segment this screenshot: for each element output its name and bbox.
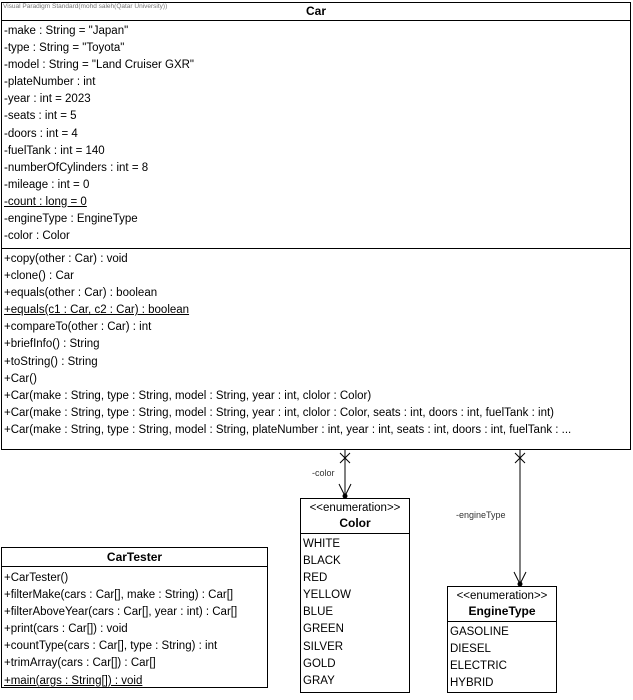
color-enum-literal: BLACK xyxy=(303,555,341,568)
color-enum-literal: YELLOW xyxy=(303,589,351,602)
car-attribute: -numberOfCylinders : int = 8 xyxy=(4,161,149,174)
car-attribute: -count : long = 0 xyxy=(4,195,87,208)
car-operation: +equals(other : Car) : boolean xyxy=(4,287,158,300)
enginetype-enum-name: EngineType xyxy=(468,604,536,618)
car-operation: +Car(make : String, type : String, model : String, year : int, clolor : Color) xyxy=(4,389,372,402)
car-operation: +toString() : String xyxy=(4,355,98,368)
car-attribute: -model : String = "Land Cruiser GXR" xyxy=(4,59,195,72)
enginetype-enum[interactable] xyxy=(447,586,557,693)
watermark: Visual Paradigm Standard(mohd saleh(Qatar University)) xyxy=(3,3,168,10)
engine-association-label: -engineType xyxy=(456,510,506,520)
cartester-operations-compartment xyxy=(2,567,267,690)
color-enum-literal: GREEN xyxy=(303,623,344,636)
color-enum-stereotype: <<enumeration>> xyxy=(309,502,401,514)
car-attribute: -seats : int = 5 xyxy=(4,110,77,123)
color-enum-literal: GOLD xyxy=(303,657,336,670)
car-attribute: -engineType : EngineType xyxy=(4,213,138,226)
enginetype-enum-literals xyxy=(448,622,556,692)
car-operation: +briefInfo() : String xyxy=(4,338,100,351)
enginetype-enum-stereotype: <<enumeration>> xyxy=(456,590,548,602)
enginetype-enum-literal: DIESEL xyxy=(450,643,491,656)
color-enum[interactable] xyxy=(300,498,410,693)
car-operation: +Car() xyxy=(4,372,37,385)
cartester-operation: +filterAboveYear(cars : Car[], year : int) : Car[] xyxy=(4,606,238,619)
color-enum-literal: BLUE xyxy=(303,606,334,619)
cartester-operation: +filterMake(cars : Car[], make : String) : Car[] xyxy=(4,589,234,602)
cartester-operation: +main(args : String[]) : void xyxy=(4,674,143,687)
color-enum-literal: RED xyxy=(303,572,328,585)
cartester-class[interactable] xyxy=(1,547,268,688)
car-operation: +clone() : Car xyxy=(4,270,74,283)
car-attribute: -make : String = "Japan" xyxy=(4,25,129,37)
car-attribute: -type : String = "Toyota" xyxy=(4,42,125,55)
enginetype-enum-literal: ELECTRIC xyxy=(450,660,507,673)
car-attribute: -doors : int = 4 xyxy=(4,127,78,140)
car-attribute: -plateNumber : int xyxy=(4,76,96,89)
car-attribute: -mileage : int = 0 xyxy=(4,178,90,191)
color-enum-literal: GRAY xyxy=(303,674,335,687)
enginetype-enum-literal: HYBRID xyxy=(450,677,494,690)
car-operation: +Car(make : String, type : String, model : String, year : int, clolor : Color, seats : int, doors : int, fuelTank : int) xyxy=(4,406,554,419)
cartester-class-name: CarTester xyxy=(2,548,267,567)
cartester-operation: +print(cars : Car[]) : void xyxy=(4,623,128,636)
cartester-operation: +CarTester() xyxy=(4,572,69,584)
color-enum-literals xyxy=(301,534,409,690)
car-operation: +copy(other : Car) : void xyxy=(4,253,128,265)
color-enum-literal: WHITE xyxy=(303,538,341,550)
cartester-operation: +trimArray(cars : Car[]) : Car[] xyxy=(4,657,156,670)
car-attribute: -color : Color xyxy=(4,230,70,243)
color-enum-literal: SILVER xyxy=(303,640,344,653)
color-association-label: -color xyxy=(312,468,335,478)
car-operation: +Car(make : String, type : String, model : String, plateNumber : int, year : int, seats : int, doors : int, fuelTank : ... xyxy=(4,423,572,436)
car-operation: +equals(c1 : Car, c2 : Car) : boolean xyxy=(4,304,190,317)
enginetype-enum-literal: GASOLINE xyxy=(450,626,509,638)
car-attribute: -year : int = 2023 xyxy=(4,93,91,106)
car-attribute: -fuelTank : int = 140 xyxy=(4,144,105,157)
car-operation: +compareTo(other : Car) : int xyxy=(4,321,152,334)
color-enum-name: Color xyxy=(339,516,371,530)
cartester-operation: +countType(cars : Car[], type : String) : int xyxy=(4,640,218,653)
car-class-name: Car xyxy=(305,4,326,18)
